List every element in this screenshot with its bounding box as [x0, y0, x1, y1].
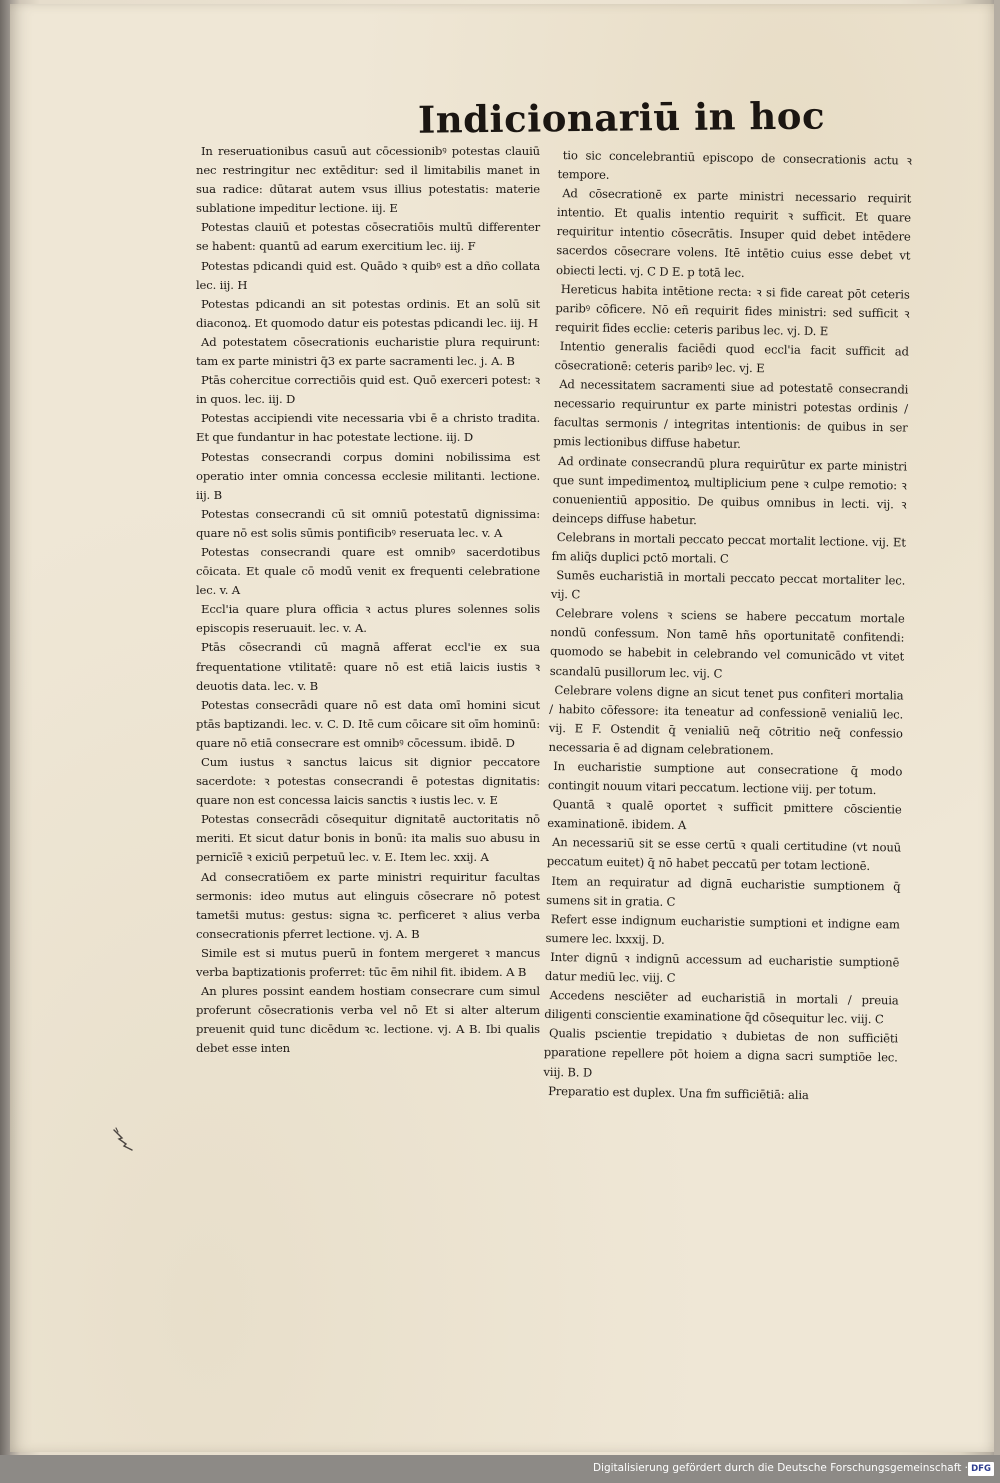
index-entry: Ad cōsecrationē ex parte ministri necessario requirit intentio. Et qualis intentio requirit ꝛ sufficit. Et quare requiritur intentio cōsecrātis. Insuper quid debet intēdere sacerdos cōsecrare volens. Itē intētio cuius esse debet vt obiecti lecti. vj. C D E. p totā lec. [555, 186, 912, 280]
left-column [196, 142, 540, 1059]
index-entry: Inter dignū ꝛ indignū accessum ad eucharistie sumptionē datur mediū lec. viij. C [544, 949, 900, 985]
index-entry: Potestas consecrādi quare nō est data omī homini sicut ptās baptizandi. lec. v. C. D. Itē cum cōicare sit oīm hominū: quare nō etiā consecrare est omnibꝰ cōcessum. ibidē. D [196, 697, 540, 750]
index-entry: Ad potestatem cōsecrationis eucharistie plura requirunt: tam ex parte ministri q̄3 ex parte sacramenti lec. j. A. B [196, 334, 540, 369]
index-entry: Item an requiratur ad dignā eucharistie sumptionem q̄ sumens sit in gratia. C [546, 873, 901, 909]
index-entry: Accedens nesciēter ad eucharistiā in mortali / preuia diligenti conscientie examinatione q̄d cōsequitur lec. viij. C [544, 988, 899, 1027]
index-entry: Potestas clauiū et potestas cōsecratiōis multū differenter se habent: quantū ad earum exercitium lec. iij. F [196, 220, 540, 254]
digitization-credit: Digitalisierung gefördert durch die Deutsche Forschungsgemeinschaft · [592, 1462, 968, 1474]
index-entry: Potestas accipiendi vite necessaria vbi ē a christo tradita. Et que fundantur in hac potestate lectione. iij. D [196, 411, 540, 445]
index-entry: Cum iustus ꝛ sanctus laicus sit dignior peccatore sacerdote: ꝛ potestas consecrandi ē potestas dignitatis: quare non est concessa laicis sanctis ꝛ iustis lec. v. E [196, 755, 540, 808]
index-entry: Potestas consecrandi cū sit omniū potestatū dignissima: quare nō est solis sūmis pontificibꝰ reseruata lec. v. A [196, 506, 540, 540]
index-entry: Sumēs eucharistiā in mortali peccato peccat mortaliter lec. vij. C [550, 568, 906, 602]
dfg-logo: DFG [968, 1462, 994, 1476]
index-entry: Ad consecratiōem ex parte ministri requiritur facultas sermonis: ideo mutus aut elinguis cōsecrare nō potest tamets̄i mutus: gestus: signa ꝛc. perficeret ꝛ alius verba consecrationis pferret lectione. vj. A. B [196, 869, 540, 941]
index-entry: Intentio generalis faciēdi quod eccl'ia facit sufficit ad cōsecrationē: ceteris paribꝰ lec. vj. E [554, 338, 909, 376]
index-entry: Ad necessitatem sacramenti siue ad potestatē consecrandi necessario requiruntur ex parte ministri potestas ordinis / facultas sermonis / integritas intentionis: de quibus in ser pmis lectionibus diffuse habetur. [553, 377, 909, 452]
index-entry: Potestas consecrandi quare est omnibꝰ sacerdotibus cōicata. Et quale cō modū venit ex frequenti celebratione lec. v. A [196, 544, 540, 598]
index-entry: Potestas pdicandi an sit potestas ordinis. Et an solū sit diaconoꝝ. Et quomodo datur eis potestas pdicandi lec. iij. H [196, 296, 540, 330]
index-entry: Potestas consecrandi corpus domini nobilissima est operatio inter omnia concessa ecclesie militanti. lectione. iij. B [196, 449, 540, 502]
index-entry: Simile est si mutus puerū in fontem mergeret ꝛ mancus verba baptizationis proferret: tūc ēm nihil fit. ibidem. A B [196, 945, 540, 980]
page-right-edge [994, 0, 1000, 1455]
right-column [543, 146, 912, 1106]
index-entry: An necessariū sit se esse certū ꝛ quali certitudine (vt nouū peccatum euitet) q̄ nō habet peccatū per totam lectionē. [546, 835, 902, 874]
index-entry: Hereticus habita intētione recta: ꝛ si fide careat pōt ceteris paribꝰ cōficere. Nō eñ requirit fides ministri: sed sufficit ꝛ requirit fides ecclie: ceteris paribus lec. vj. D. E [555, 281, 910, 339]
margin-pencil-mark [110, 1124, 140, 1154]
index-entry: tio sic concelebrantiū episcopo de consecrationis actu ꝛ tempore. [557, 148, 912, 182]
index-entry: Refert esse indignum eucharistie sumptioni et indigne eam sumere lec. lxxxij. D. [545, 911, 900, 947]
index-entry: An plures possint eandem hostiam consecrare cum simul proferunt cōsecrationis verba vel nō Et si alter alterum preuenit quid tunc dicēdum ꝛc. lectione. vj. A B. Ibi qualis debet esse inten [196, 984, 540, 1056]
running-head: Indicionariū in hoc [417, 93, 826, 142]
index-entry: In reseruationibus casuū aut cōcessionibꝰ potestas clauiū nec restringitur nec extēditur: sed il limitabilis manet in sua radice: dūtarat autem vsus illius potestatis: materie sublatione impeditur lectione. iij. E [196, 144, 540, 216]
index-entry: Preparatio est duplex. Una fm sufficiētiā: alia [548, 1083, 809, 1102]
index-entry: Celebrare volens ꝛ sciens se habere peccatum mortale nondū confessum. Non tamē hñs oportunitatē confitendi: quomodo se habebit in celebrando vel comunicādo vt vitet scandalū pusillorum lec. vij. C [549, 606, 905, 681]
index-entry: In eucharistie sumptione aut consecratione q̄ modo contingit nouum vitari peccatum. lectione viij. per totum. [547, 759, 903, 798]
index-entry: Eccl'ia quare plura officia ꝛ actus plures solennes solis episcopis reseruauit. lec. v. A. [196, 602, 540, 636]
index-entry: Quantā ꝛ qualē oportet ꝛ sufficit pmittere cōscientie examinationē. ibidem. A [547, 797, 902, 833]
index-entry: Potestas consecrādi cōsequitur dignitatē auctoritatis nō meriti. Et sicut datur bonis in bonū: ita malis suo abusu in pernicīē ꝛ exiciū perpetuū lec. v. E. Item lec. xxij. A [196, 812, 540, 865]
index-entry: Celebrans in mortali peccato peccat mortalit lectione. vij. Et fm aliq̄s duplici pctō mortali. C [551, 529, 906, 566]
index-entry: Ptās cohercitue correctiōis quid est. Quō exerceri potest: ꝛ in quos. lec. iij. D [196, 373, 540, 407]
index-entry: Qualis pscientie trepidatio ꝛ dubietas de non sufficiēti pparatione repellere pōt hoiem a digna sacri sumptiōe lec. viij. B. D [543, 1026, 899, 1080]
index-entry: Potestas pdicandi quid est. Quādo ꝛ quibꝰ est a dño collata lec. iij. H [196, 258, 540, 292]
index-entry: Ad ordinate consecrandū plura requirūtur ex parte ministri que sunt impedimentoꝝ multiplicium pene ꝛ culpe remotio: ꝛ conuenientiū appositio. De quibus omnibus in lecti. vij. ꝛ deinceps diffuse habetur. [552, 453, 908, 528]
index-entry: Celebrare volens digne an sicut tenet pus confiteri mortalia / habito cōfessore: ita teneatur ad confessionē venialiū lec. vij. E F. Ostendit q̄ venialiū neq̄ cōtritio neq̄ confessio necessaria ē ad dignam celebrationem. [548, 682, 904, 758]
index-entry: Ptās cōsecrandi cū magnā afferat eccl'ie ex sua frequentatione vtilitatē: quare nō est etiā laicis iustis ꝛ deuotis data. lec. v. B [196, 640, 540, 693]
book-spine-edge [0, 0, 10, 1455]
